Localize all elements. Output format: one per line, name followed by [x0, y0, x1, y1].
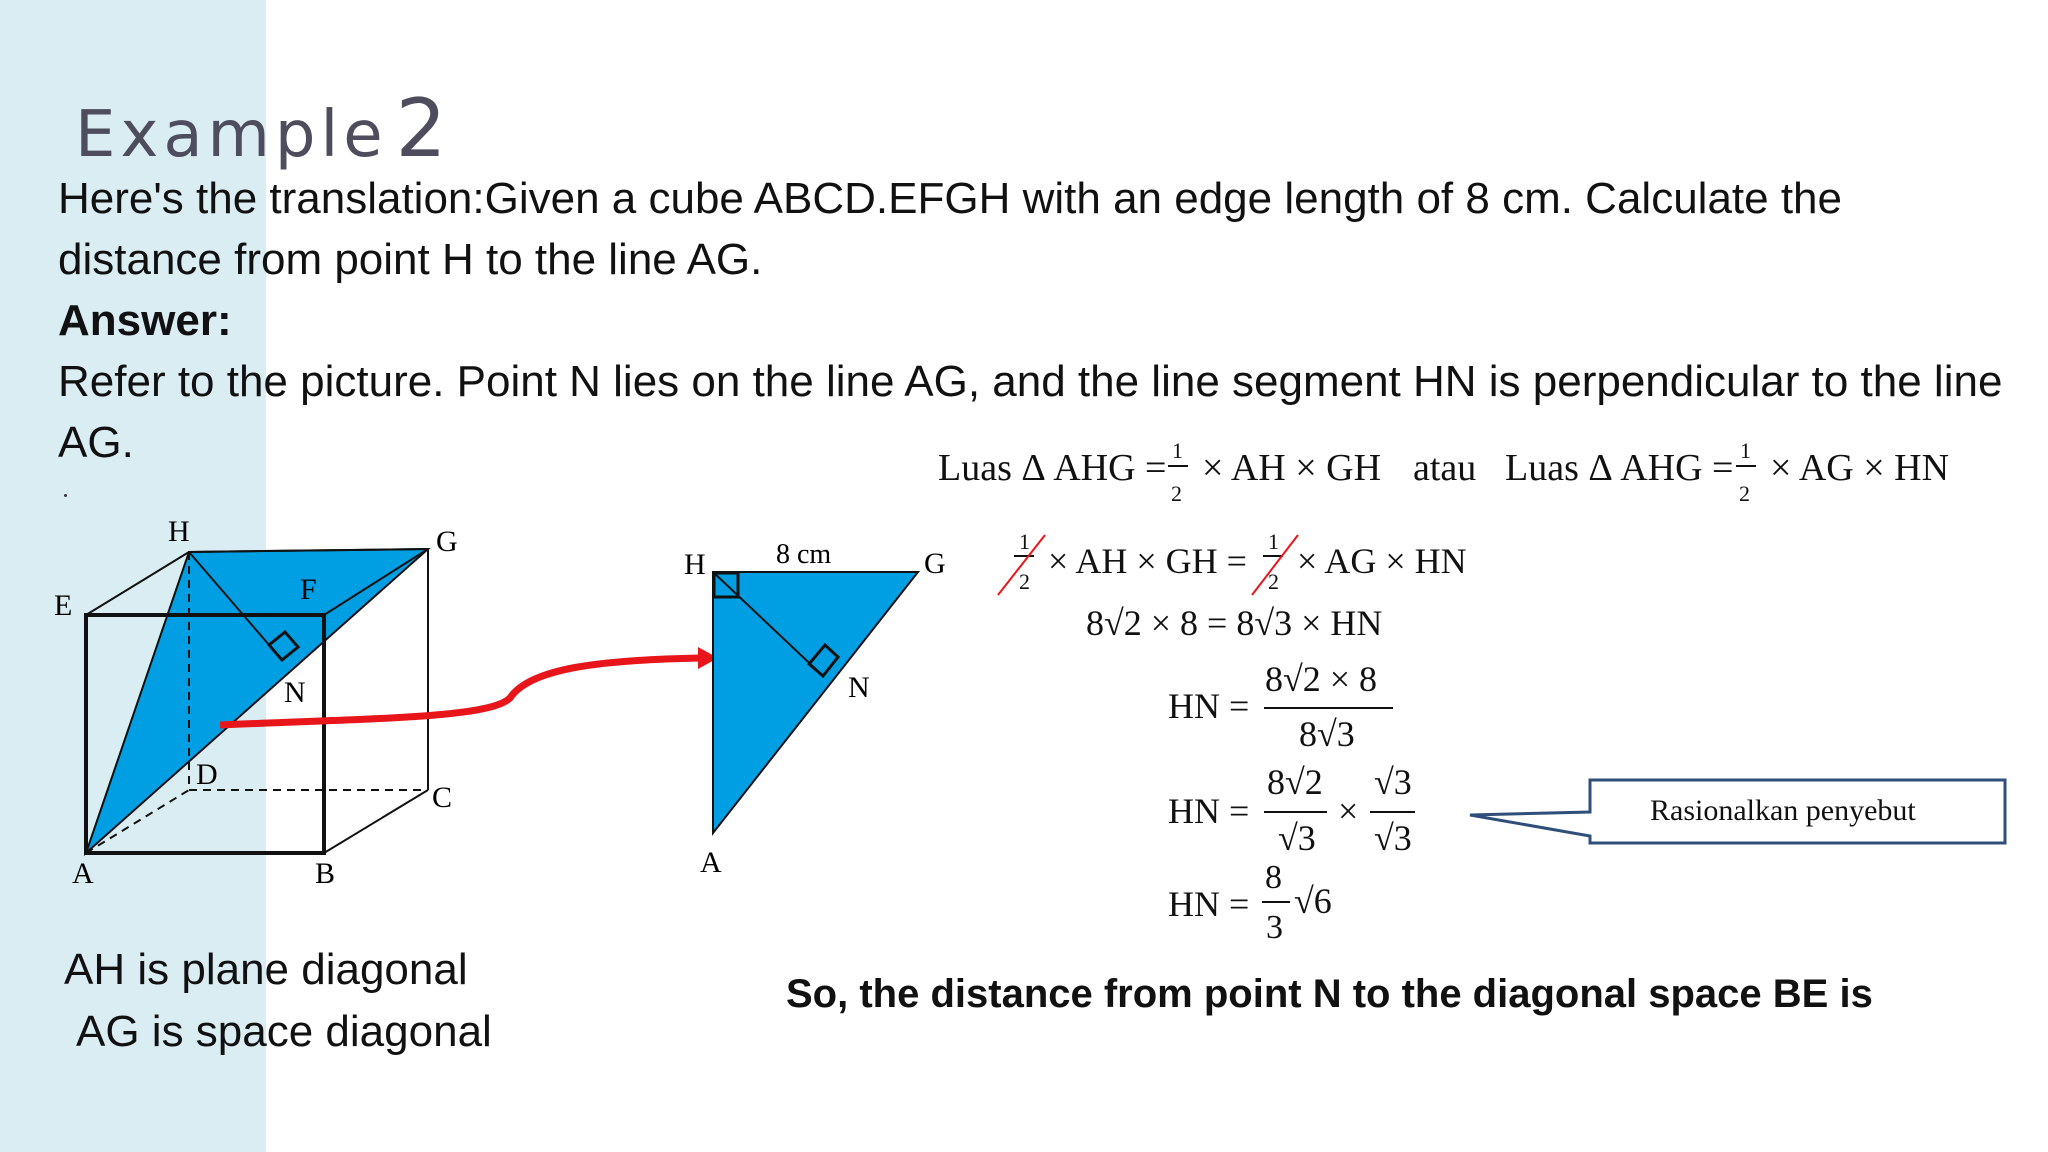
- problem-text: Here's the translation:Given a cube ABCD.EFGH with an edge length of 8 cm. Calculate the distance from point H to the line AG.: [58, 174, 1842, 284]
- answer-label: Answer:: [58, 296, 232, 345]
- note-space-diagonal: AG is space diagonal: [76, 1007, 492, 1056]
- frac5-tail: √6: [1294, 881, 1332, 921]
- tri-label-a: A: [700, 846, 722, 879]
- step1-half-num-2: 1: [1268, 529, 1279, 554]
- callout-text: Rasionalkan penyebut: [1650, 794, 1916, 827]
- hn-label-2: HN =: [1168, 791, 1250, 831]
- tri-label-g: G: [924, 547, 946, 580]
- frac4-num: 8√2: [1267, 762, 1323, 802]
- step1-half-den-1: 2: [1019, 569, 1030, 594]
- half-num-1: 1: [1172, 438, 1183, 463]
- half-den-1: 2: [1171, 481, 1182, 506]
- frac4b-num: √3: [1374, 762, 1412, 802]
- title-word: Example: [75, 98, 388, 172]
- cube-label-g: G: [436, 525, 458, 558]
- note-plane-diagonal: AH is plane diagonal: [64, 945, 468, 994]
- frac3-num: 8√2 × 8: [1265, 659, 1378, 699]
- atau-word: atau: [1413, 447, 1477, 489]
- explanation-text: Refer to the picture. Point N lies on the line AG, and the line segment HN is perpendicular to the line AG.: [58, 357, 2003, 467]
- area-formula-right: Luas Δ AHG =: [1505, 447, 1734, 489]
- cube-label-a: A: [72, 857, 94, 890]
- hn-label-3: HN =: [1168, 884, 1250, 924]
- frac5-num: 8: [1265, 859, 1282, 896]
- area-formula-left-tail: × AH × GH: [1202, 447, 1382, 489]
- frac4b-den: √3: [1374, 818, 1412, 858]
- tri-label-edge: 8 cm: [776, 539, 832, 570]
- step1-right: × AG × HN: [1297, 541, 1467, 581]
- cube-label-d: D: [196, 758, 218, 791]
- hn-label-1: HN =: [1168, 686, 1250, 726]
- step1-left: × AH × GH =: [1048, 541, 1247, 581]
- tri-label-h: H: [684, 548, 706, 581]
- frac3-den: 8√3: [1299, 714, 1355, 754]
- step2: 8√2 × 8 = 8√3 × HN: [1086, 603, 1383, 643]
- frac5-den: 3: [1266, 909, 1283, 946]
- title-number: 2: [395, 82, 447, 175]
- times-sign: ×: [1338, 791, 1359, 831]
- conclusion-text: So, the distance from point N to the diagonal space BE is: [786, 972, 1873, 1016]
- cube-label-f: F: [300, 573, 317, 606]
- cube-label-h: H: [168, 515, 190, 548]
- tri-label-n: N: [848, 671, 870, 704]
- step1-half-den-2: 2: [1268, 569, 1279, 594]
- cube-label-n: N: [284, 676, 306, 709]
- cube-label-e: E: [54, 589, 73, 622]
- frac4-den: √3: [1278, 818, 1316, 858]
- area-formula-left: Luas Δ AHG =: [938, 447, 1167, 489]
- half-den-2: 2: [1739, 481, 1750, 506]
- step1-half-num-1: 1: [1019, 529, 1030, 554]
- area-formula-right-tail: × AG × HN: [1770, 447, 1950, 489]
- cube-label-c: C: [432, 781, 453, 814]
- cube-label-b: B: [315, 857, 336, 890]
- half-num-2: 1: [1740, 438, 1751, 463]
